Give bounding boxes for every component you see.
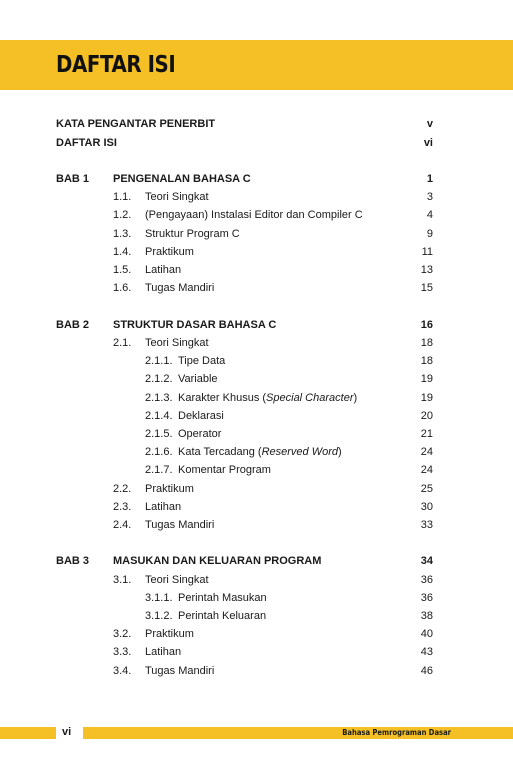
section-title bbox=[145, 663, 214, 679]
section-title-text: Tugas Mandiri bbox=[145, 664, 215, 677]
section-title-text: Praktikum bbox=[145, 245, 194, 258]
section-page: 13 bbox=[420, 264, 433, 276]
toc-subsection-row bbox=[0, 426, 513, 442]
section-title-text: Perintah Keluaran bbox=[178, 610, 267, 622]
toc-entry-label: KATA PENGANTAR PENERBIT bbox=[56, 118, 216, 130]
section-title bbox=[178, 390, 357, 406]
toc-subsection-row bbox=[0, 444, 513, 460]
section-number: 1.2. bbox=[113, 209, 132, 222]
section-number: 1.5. bbox=[113, 264, 132, 276]
section-title-text: Struktur Program C bbox=[145, 227, 240, 240]
section-title bbox=[178, 408, 224, 424]
chapter-title: STRUKTUR DASAR BAHASA C bbox=[113, 318, 277, 331]
section-title bbox=[178, 371, 218, 387]
toc-subsection-row bbox=[0, 371, 513, 387]
toc-section-row bbox=[0, 207, 513, 223]
footer-book-title: Bahasa Pemrograman Dasar bbox=[342, 728, 451, 737]
section-page: 36 bbox=[420, 573, 433, 586]
section-page: 9 bbox=[426, 227, 433, 240]
toc-subsection-row bbox=[0, 408, 513, 424]
section-page: 4 bbox=[426, 209, 433, 222]
section-title bbox=[178, 444, 342, 460]
toc-entry-page: vi bbox=[423, 136, 433, 149]
chapter-page: 16 bbox=[420, 318, 433, 331]
section-title-text: (Pengayaan) Instalasi Editor dan Compiler C bbox=[145, 209, 363, 222]
toc-subsection-row bbox=[0, 608, 513, 624]
section-page: 18 bbox=[420, 355, 433, 368]
section-page: 36 bbox=[420, 591, 433, 604]
section-title bbox=[178, 426, 221, 442]
toc-section-row bbox=[0, 335, 513, 351]
section-number: 3.3. bbox=[113, 646, 132, 659]
section-page: 3 bbox=[426, 191, 433, 204]
section-title-text: Komentar Program bbox=[178, 464, 271, 477]
section-title bbox=[145, 280, 214, 296]
section-title-text: Perintah Masukan bbox=[178, 591, 267, 604]
section-title-text: Tipe Data bbox=[178, 355, 226, 368]
section-page: 38 bbox=[420, 610, 433, 622]
section-title bbox=[145, 244, 194, 260]
section-number: 2.1. bbox=[113, 336, 132, 349]
footer-band-left bbox=[0, 727, 56, 739]
chapter-number: BAB 3 bbox=[56, 555, 90, 568]
toc-section-row bbox=[0, 626, 513, 642]
section-page: 18 bbox=[420, 336, 433, 349]
section-number: 2.1.4. bbox=[145, 409, 173, 422]
section-title-suffix: ) bbox=[353, 391, 358, 404]
section-number: 3.2. bbox=[113, 628, 132, 641]
toc-chapter-row bbox=[0, 317, 513, 333]
section-page: 21 bbox=[420, 427, 433, 440]
section-title bbox=[145, 626, 194, 642]
section-title-text: Operator bbox=[178, 427, 222, 440]
toc-subsection-row bbox=[0, 462, 513, 478]
toc-section-row bbox=[0, 262, 513, 278]
section-title-text: Karakter Khusus ( bbox=[178, 391, 267, 404]
section-page: 15 bbox=[420, 282, 433, 295]
section-page: 11 bbox=[421, 245, 433, 258]
section-title-text: Teori Singkat bbox=[145, 191, 209, 204]
toc-section-row bbox=[0, 481, 513, 497]
section-title bbox=[145, 207, 363, 223]
toc-section-row bbox=[0, 517, 513, 533]
section-title-italic: Special Character bbox=[266, 391, 354, 404]
toc-section-row bbox=[0, 280, 513, 296]
section-page: 19 bbox=[420, 373, 433, 386]
section-page: 25 bbox=[420, 482, 433, 495]
section-number: 3.4. bbox=[113, 664, 132, 677]
section-number: 2.4. bbox=[113, 518, 132, 531]
section-title bbox=[145, 262, 181, 278]
section-title-text: Praktikum bbox=[145, 628, 194, 641]
section-title bbox=[145, 499, 181, 515]
section-title-text: Teori Singkat bbox=[145, 573, 209, 586]
section-number: 2.1.1. bbox=[145, 355, 173, 368]
section-page: 24 bbox=[420, 464, 433, 477]
footer-page-number: vi bbox=[62, 726, 72, 738]
section-number: 2.2. bbox=[113, 482, 132, 495]
section-title bbox=[178, 462, 271, 478]
toc-subsection-row bbox=[0, 390, 513, 406]
toc-section-row bbox=[0, 226, 513, 242]
section-title bbox=[178, 608, 266, 624]
section-title bbox=[145, 335, 209, 351]
toc-entry-label: DAFTAR ISI bbox=[56, 136, 117, 149]
section-page: 40 bbox=[420, 628, 433, 641]
section-page: 43 bbox=[420, 646, 433, 659]
section-title-text: Teori Singkat bbox=[145, 336, 209, 349]
section-number: 1.3. bbox=[113, 227, 132, 240]
section-number: 2.1.7. bbox=[145, 464, 173, 477]
chapter-page: 1 bbox=[426, 173, 433, 185]
chapter-title: MASUKAN DAN KELUARAN PROGRAM bbox=[113, 555, 322, 568]
section-page: 33 bbox=[420, 518, 433, 531]
toc-section-row bbox=[0, 244, 513, 260]
section-title bbox=[145, 481, 194, 497]
section-title bbox=[145, 644, 181, 660]
section-title-text: Tugas Mandiri bbox=[145, 282, 215, 295]
chapter-number: BAB 2 bbox=[56, 318, 90, 331]
toc-section-row bbox=[0, 572, 513, 588]
section-title bbox=[178, 353, 225, 369]
section-page: 19 bbox=[420, 391, 433, 404]
section-page: 20 bbox=[420, 409, 433, 422]
section-number: 2.1.6. bbox=[145, 446, 173, 459]
section-title bbox=[178, 590, 267, 606]
toc-section-row bbox=[0, 189, 513, 205]
section-number: 1.1. bbox=[113, 191, 132, 204]
section-number: 2.1.5. bbox=[145, 427, 173, 440]
section-title bbox=[145, 226, 240, 242]
section-number: 3.1. bbox=[113, 573, 132, 586]
chapter-page: 34 bbox=[420, 555, 433, 568]
section-title-text: Kata Tercadang ( bbox=[178, 446, 262, 459]
toc-front-row bbox=[0, 116, 513, 132]
toc-subsection-row bbox=[0, 590, 513, 606]
toc-subsection-row bbox=[0, 353, 513, 369]
section-title-text: Deklarasi bbox=[178, 409, 224, 422]
section-title-text: Tugas Mandiri bbox=[145, 518, 215, 531]
section-number: 2.1.2. bbox=[145, 373, 173, 386]
toc-chapter-row bbox=[0, 553, 513, 569]
section-title-text: Latihan bbox=[145, 264, 182, 276]
section-page: 24 bbox=[420, 446, 433, 459]
section-title-text: Latihan bbox=[145, 646, 182, 659]
section-title bbox=[145, 189, 209, 205]
section-title bbox=[145, 572, 209, 588]
toc-section-row bbox=[0, 499, 513, 515]
toc-front-row bbox=[0, 135, 513, 151]
section-title-text: Latihan bbox=[145, 500, 182, 513]
section-number: 1.6. bbox=[113, 282, 132, 295]
toc-entry-page: v bbox=[426, 118, 433, 130]
chapter-title: PENGENALAN BAHASA C bbox=[113, 173, 251, 185]
section-title-text: Variable bbox=[178, 373, 218, 386]
section-page: 46 bbox=[420, 664, 433, 677]
section-number: 1.4. bbox=[113, 245, 132, 258]
section-number: 2.3. bbox=[113, 500, 132, 513]
toc-section-row bbox=[0, 644, 513, 660]
section-number: 2.1.3. bbox=[145, 391, 173, 404]
section-number: 3.1.2. bbox=[145, 610, 173, 622]
page-title: DAFTAR ISI bbox=[56, 52, 176, 78]
section-number: 3.1.1. bbox=[145, 591, 173, 604]
section-page: 30 bbox=[420, 500, 433, 513]
toc-chapter-row bbox=[0, 171, 513, 187]
section-title-text: Praktikum bbox=[145, 482, 194, 495]
section-title-italic: Reserved Word bbox=[261, 446, 338, 459]
section-title bbox=[145, 517, 214, 533]
section-title-suffix: ) bbox=[338, 446, 342, 459]
toc-section-row bbox=[0, 663, 513, 679]
chapter-number: BAB 1 bbox=[56, 173, 90, 185]
